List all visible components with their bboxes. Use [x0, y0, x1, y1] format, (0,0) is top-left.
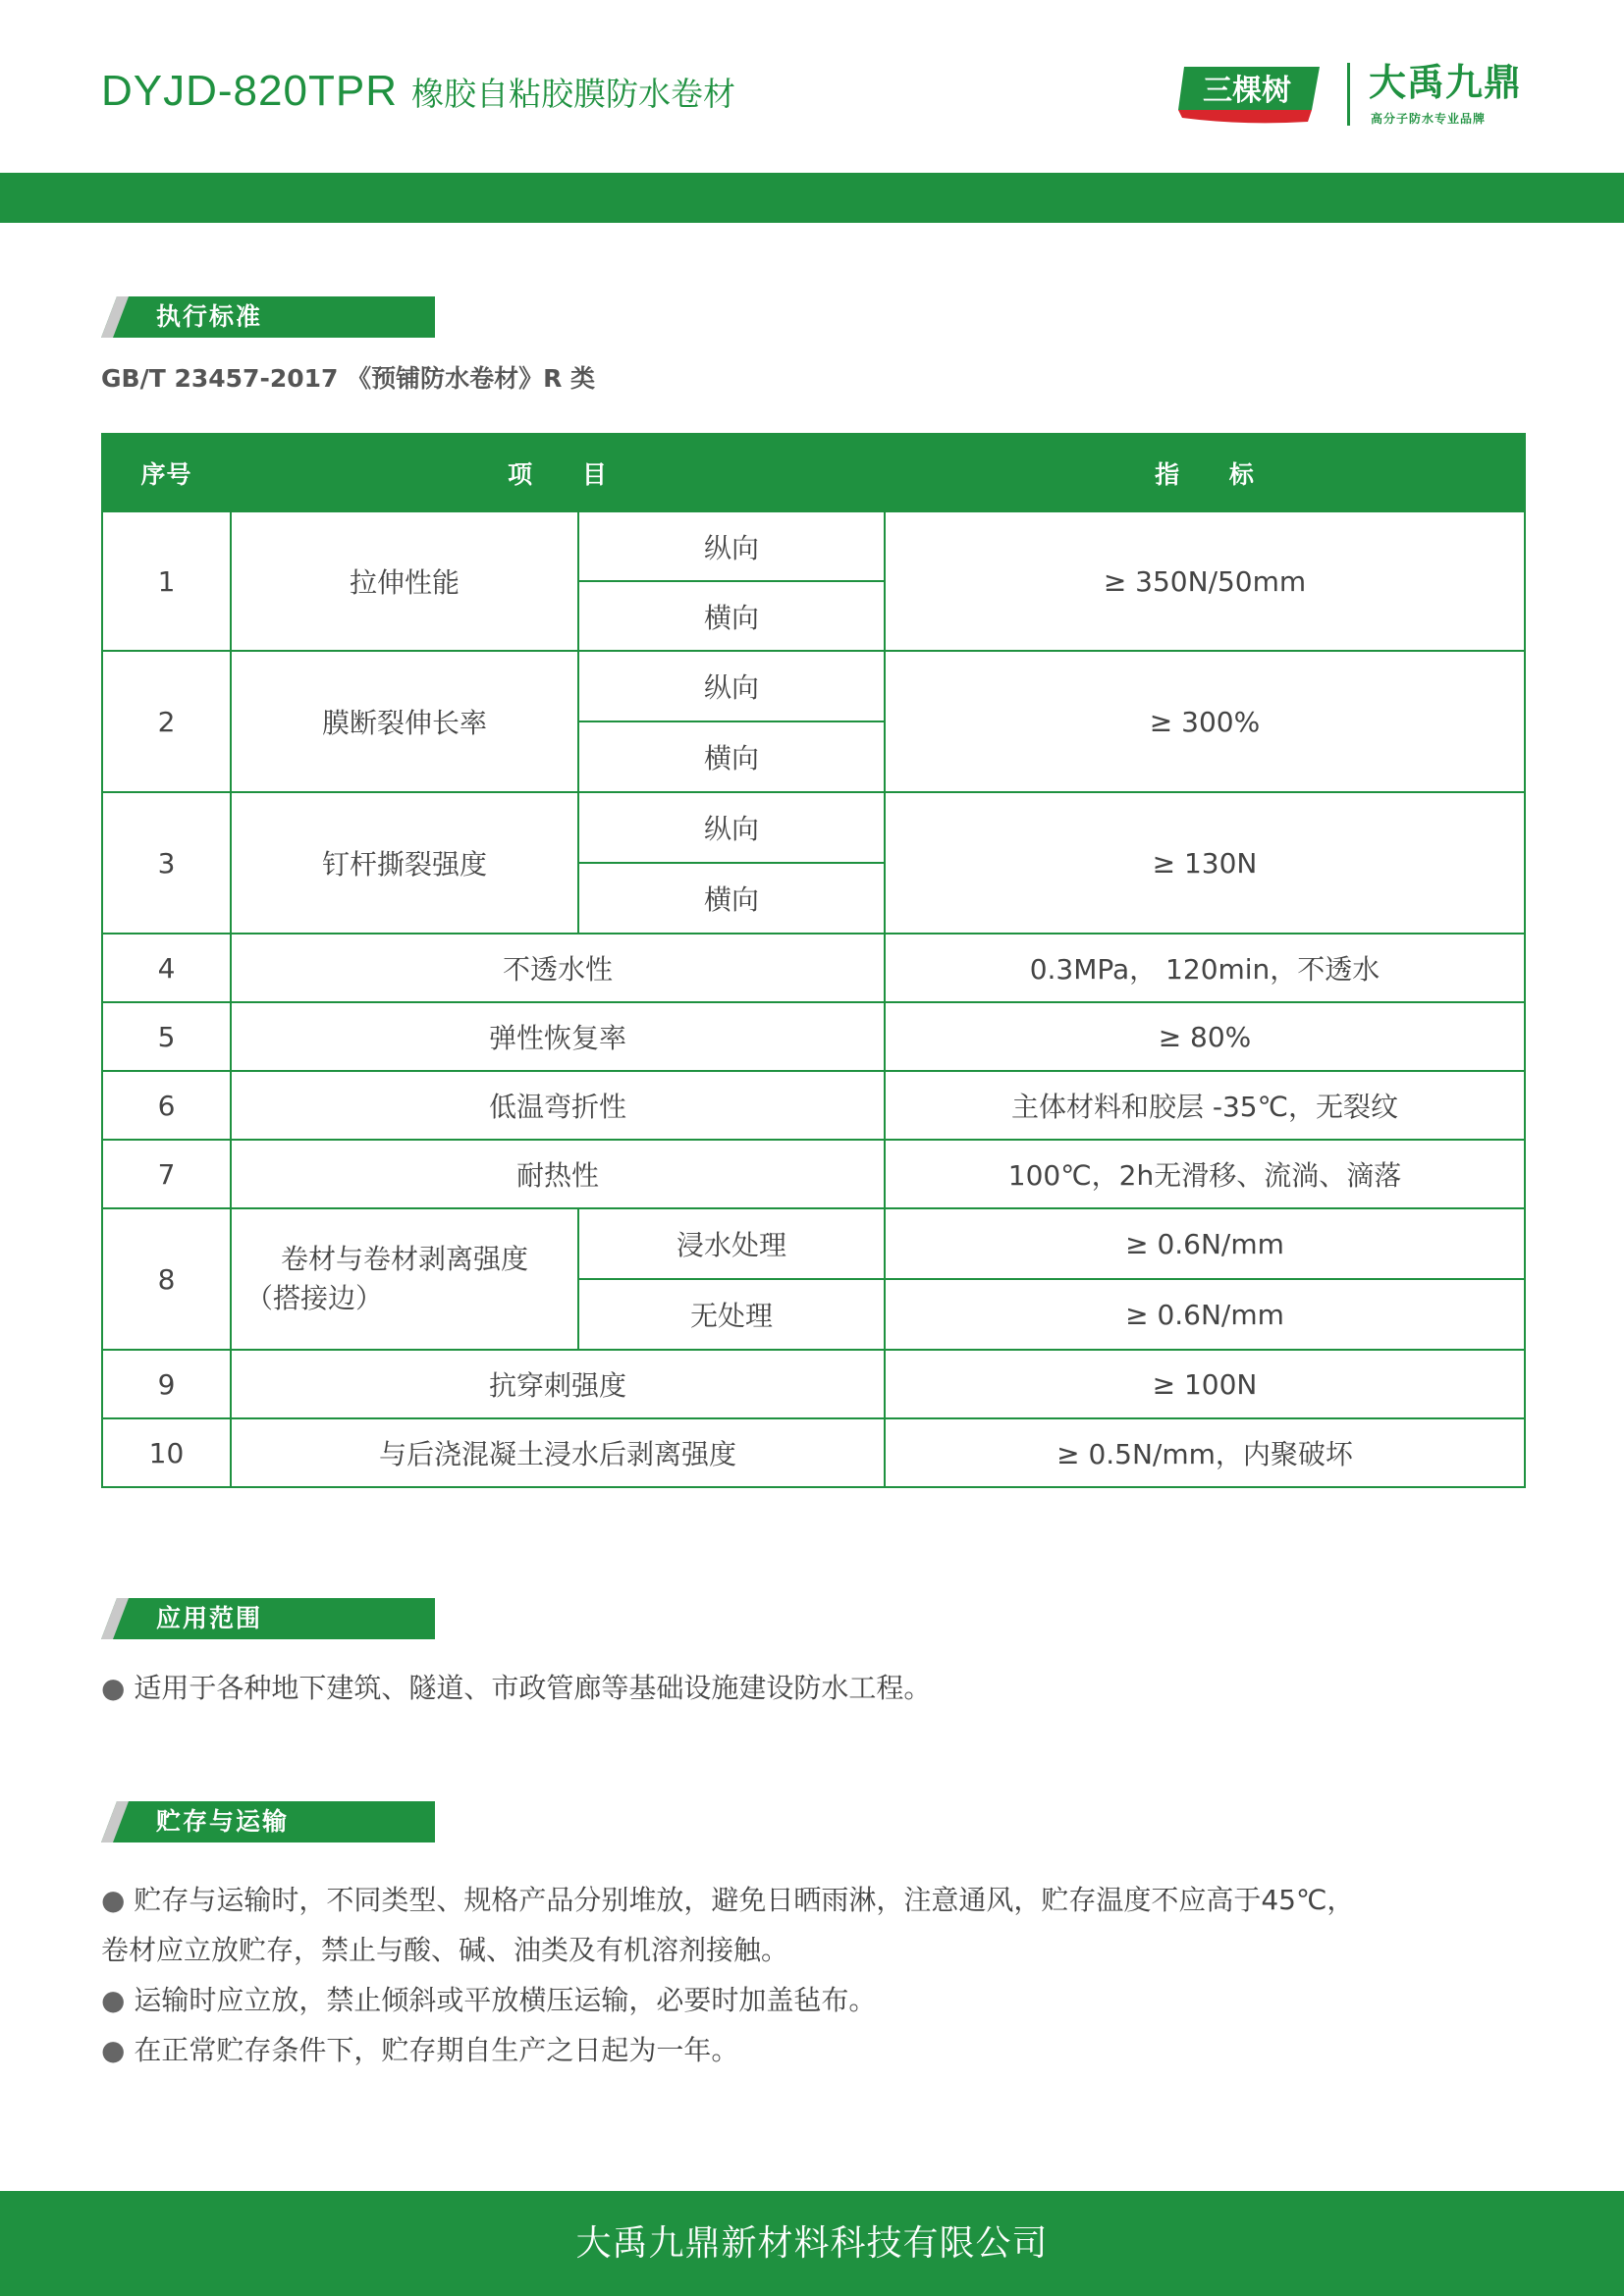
- row-sub: 浸水处理: [578, 1208, 885, 1279]
- bullet-icon: ●: [101, 1984, 126, 2016]
- row-index: 10: [102, 1418, 231, 1487]
- row-index: 2: [102, 651, 231, 792]
- row-item: 拉伸性能: [231, 511, 578, 651]
- row-spec: ≥ 0.6N/mm: [885, 1208, 1525, 1279]
- row-spec: ≥ 100N: [885, 1350, 1525, 1418]
- header-item: 项 目: [231, 434, 885, 511]
- brand-name: 大禹九鼎: [1369, 61, 1523, 104]
- storage-line: 贮存与运输时，不同类型、规格产品分别堆放，避免日晒雨淋，注意通风，贮存温度不应高于45℃，: [134, 1884, 1355, 1916]
- company-name: 大禹九鼎新材料科技有限公司: [575, 2223, 1049, 2264]
- row-sub: 横向: [578, 721, 885, 792]
- row-item-note: （搭接边）: [245, 1282, 384, 1314]
- row-item: 与后浇混凝土浸水后剥离强度: [231, 1418, 885, 1487]
- row-spec: ≥ 350N/50mm: [885, 511, 1525, 651]
- storage-para: [101, 1875, 1535, 1975]
- storage-para: [101, 2025, 1535, 2075]
- section-label-text: 贮存与运输: [156, 1807, 290, 1836]
- header-spec: 指 标: [885, 434, 1525, 511]
- row-index: 3: [102, 792, 231, 934]
- logo-divider: [1347, 63, 1350, 126]
- application-line: 适用于各种地下建筑、隧道、市政管廊等基础设施建设防水工程。: [134, 1672, 932, 1704]
- row-sub: 横向: [578, 863, 885, 934]
- row-spec: 0.3MPa， 120min，不透水: [885, 934, 1525, 1002]
- row-index: 4: [102, 934, 231, 1002]
- row-sub: 纵向: [578, 511, 885, 581]
- row-index: 5: [102, 1002, 231, 1071]
- table-row: [102, 1418, 1525, 1487]
- section-label-standard: [101, 296, 435, 338]
- row-spec: 100℃，2h无滑移、流淌、滴落: [885, 1140, 1525, 1208]
- row-item: 低温弯折性: [231, 1071, 885, 1140]
- table-row: [102, 1002, 1525, 1071]
- row-sub: 无处理: [578, 1279, 885, 1350]
- table-row: [102, 792, 1525, 863]
- row-item: 钉杆撕裂强度: [231, 792, 578, 934]
- header-index: 序号: [102, 434, 231, 511]
- storage-para: [101, 1975, 1535, 2025]
- storage-line: 卷材应立放贮存，禁止与酸、碱、油类及有机溶剂接触。: [101, 1934, 789, 1966]
- table-header-row: [102, 434, 1525, 511]
- bullet-icon: ●: [101, 1672, 126, 1704]
- bullet-icon: ●: [101, 1884, 126, 1916]
- row-index: 1: [102, 511, 231, 651]
- section-label-application: [101, 1598, 435, 1639]
- section-label-storage: [101, 1801, 435, 1842]
- row-item: 抗穿刺强度: [231, 1350, 885, 1418]
- row-index: 9: [102, 1350, 231, 1418]
- row-sub: 纵向: [578, 651, 885, 721]
- header-band: [0, 173, 1624, 223]
- row-spec: ≥ 0.6N/mm: [885, 1279, 1525, 1350]
- bullet-icon: ●: [101, 2034, 126, 2066]
- row-index: 6: [102, 1071, 231, 1140]
- product-code: DYJD-820TPR: [101, 67, 398, 115]
- table-row: [102, 934, 1525, 1002]
- row-index: 8: [102, 1208, 231, 1350]
- row-sub: 纵向: [578, 792, 885, 863]
- page-title: [101, 67, 735, 122]
- product-name: 橡胶自粘胶膜防水卷材: [410, 75, 735, 113]
- row-item: [231, 1208, 578, 1350]
- row-item: 膜断裂伸长率: [231, 651, 578, 792]
- application-text: [101, 1669, 931, 1708]
- row-index: 7: [102, 1140, 231, 1208]
- storage-line: 运输时应立放，禁止倾斜或平放横压运输，必要时加盖毡布。: [134, 1984, 877, 2016]
- table-row: [102, 1071, 1525, 1140]
- table-row: [102, 1350, 1525, 1418]
- row-spec: ≥ 80%: [885, 1002, 1525, 1071]
- section-label-text: 应用范围: [156, 1604, 263, 1632]
- row-spec: ≥ 0.5N/mm，内聚破坏: [885, 1418, 1525, 1487]
- row-item: 不透水性: [231, 934, 885, 1002]
- brand-slogan: 高分子防水专业品牌: [1371, 112, 1487, 126]
- storage-line: 在正常贮存条件下，贮存期自生产之日起为一年。: [134, 2034, 739, 2066]
- section-label-text: 执行标准: [156, 302, 263, 331]
- table-row: [102, 1208, 1525, 1279]
- row-item-text: 卷材与卷材剥离强度: [280, 1243, 528, 1275]
- logo-text: 三棵树: [1203, 74, 1291, 108]
- row-spec: ≥ 130N: [885, 792, 1525, 934]
- table-row: [102, 651, 1525, 721]
- storage-text: [101, 1875, 1535, 2075]
- sankeshu-logo: [1174, 65, 1327, 126]
- row-spec: ≥ 300%: [885, 651, 1525, 792]
- table-row: [102, 511, 1525, 581]
- row-spec: 主体材料和胶层 -35℃，无裂纹: [885, 1071, 1525, 1140]
- spec-table: [101, 433, 1526, 1488]
- row-sub: 横向: [578, 581, 885, 651]
- row-item: 耐热性: [231, 1140, 885, 1208]
- standard-text: GB/T 23457-2017 《预铺防水卷材》R 类: [101, 364, 596, 393]
- table-row: [102, 1140, 1525, 1208]
- row-item: 弹性恢复率: [231, 1002, 885, 1071]
